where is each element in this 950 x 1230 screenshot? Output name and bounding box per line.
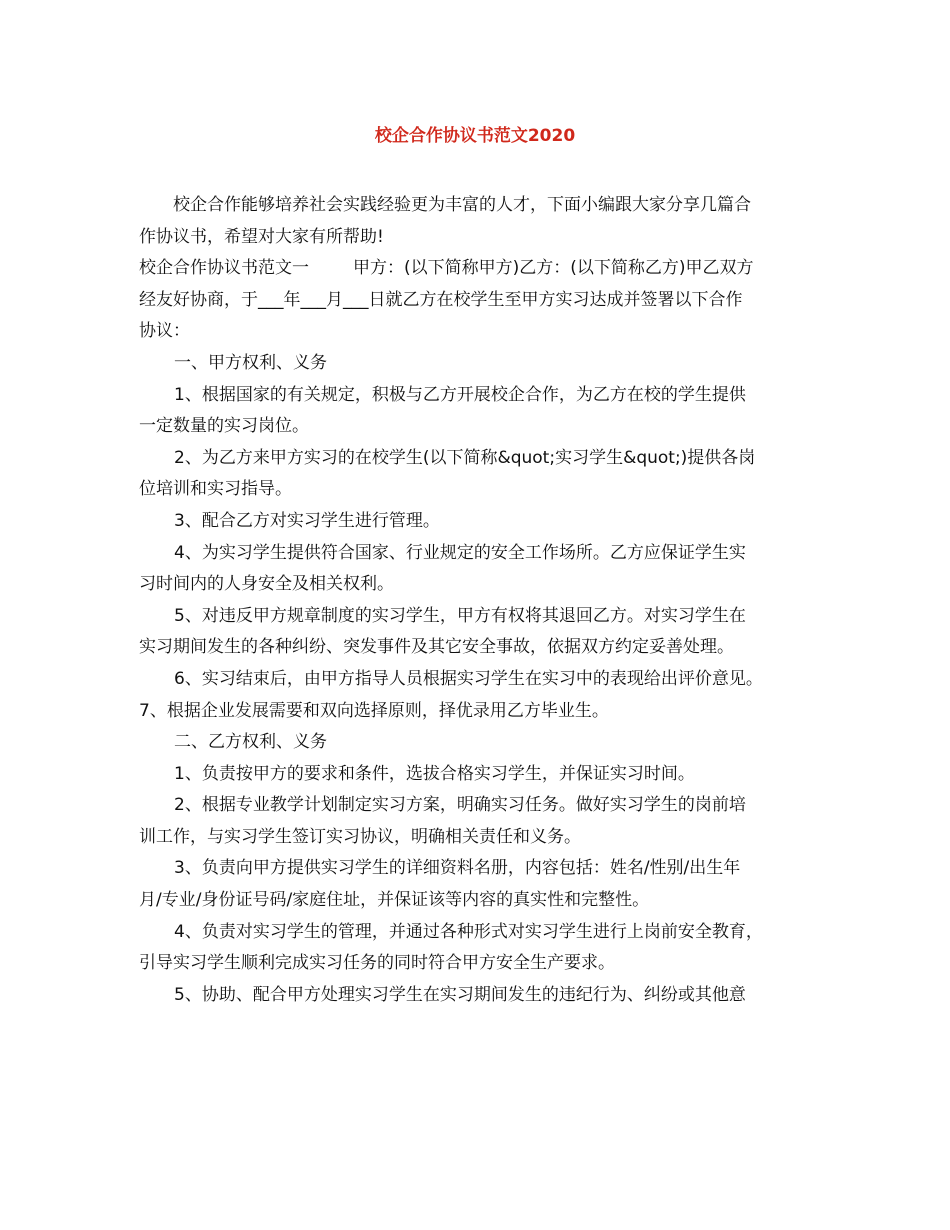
section-heading-sample-1: 校企合作协议书范文一 (139, 258, 309, 279)
paragraph-line: 2、为乙方来甲方实习的在校学生(以下简称&quot;实习学生&quot;)提供各岗 (174, 447, 756, 468)
paragraph-line: 1、根据国家的有关规定，积极与乙方开展校企合作，为乙方在校的学生提供 (174, 384, 746, 405)
paragraph-line (139, 253, 829, 285)
section-heading: 二、乙方权利、义务 (174, 732, 327, 753)
paragraph-line: 2、根据专业教学计划制定实习方案，明确实习任务。做好实习学生的岗前培 (174, 795, 746, 816)
paragraph-line: 3、负责向甲方提供实习学生的详细资料名册，内容包括：姓名/性别/出生年 (174, 858, 741, 879)
paragraph-line: 经友好协商，于___年___月___日就乙方在校学生至甲方实习达成并签署以下合作 (139, 289, 743, 310)
paragraph-line: 实习期间发生的各种纠纷、突发事件及其它安全事故，依据双方约定妥善处理。 (139, 637, 734, 658)
paragraph-line: 作协议书，希望对大家有所帮助! (139, 226, 384, 247)
paragraph-line: 习时间内的人身安全及相关权利。 (139, 574, 394, 595)
document-title: 校企合作协议书范文2020 (374, 126, 576, 146)
paragraph-line: 5、协助、配合甲方处理实习学生在实习期间发生的违纪行为、纠纷或其他意 (174, 984, 746, 1005)
paragraph-line: 5、对违反甲方规章制度的实习学生，甲方有权将其退回乙方。对实习学生在 (174, 605, 746, 626)
party-definition: 甲方：(以下简称甲方)乙方：(以下简称乙方)甲乙双方 (353, 258, 754, 279)
paragraph-line: 6、实习结束后，由甲方指导人员根据实习学生在实习中的表现给出评价意见。 (174, 668, 763, 689)
document-body (139, 190, 829, 1011)
paragraph-line: 一定数量的实习岗位。 (139, 416, 309, 437)
paragraph-line: 训工作，与实习学生签订实习协议，明确相关责任和义务。 (139, 826, 581, 847)
paragraph-line: 3、配合乙方对实习学生进行管理。 (174, 510, 440, 531)
paragraph-line: 月/专业/身份证号码/家庭住址，并保证该等内容的真实性和完整性。 (139, 890, 650, 911)
paragraph-line: 校企合作能够培养社会实践经验更为丰富的人才，下面小编跟大家分享几篇合 (173, 195, 751, 215)
paragraph-line: 1、负责按甲方的要求和条件，选拔合格实习学生，并保证实习时间。 (174, 763, 695, 784)
paragraph-line: 4、为实习学生提供符合国家、行业规定的安全工作场所。乙方应保证学生实 (174, 542, 746, 563)
paragraph-line: 引导实习学生顺利完成实习任务的同时符合甲方安全生产要求。 (139, 953, 615, 974)
paragraph-line: 4、负责对实习学生的管理，并通过各种形式对实习学生进行上岗前安全教育， (174, 921, 763, 942)
paragraph-line: 7、根据企业发展需要和双向选择原则，择优录用乙方毕业生。 (139, 700, 609, 721)
paragraph-line: 协议： (139, 321, 190, 342)
section-heading: 一、甲方权利、义务 (174, 352, 327, 373)
paragraph-line: 位培训和实习指导。 (139, 479, 292, 500)
